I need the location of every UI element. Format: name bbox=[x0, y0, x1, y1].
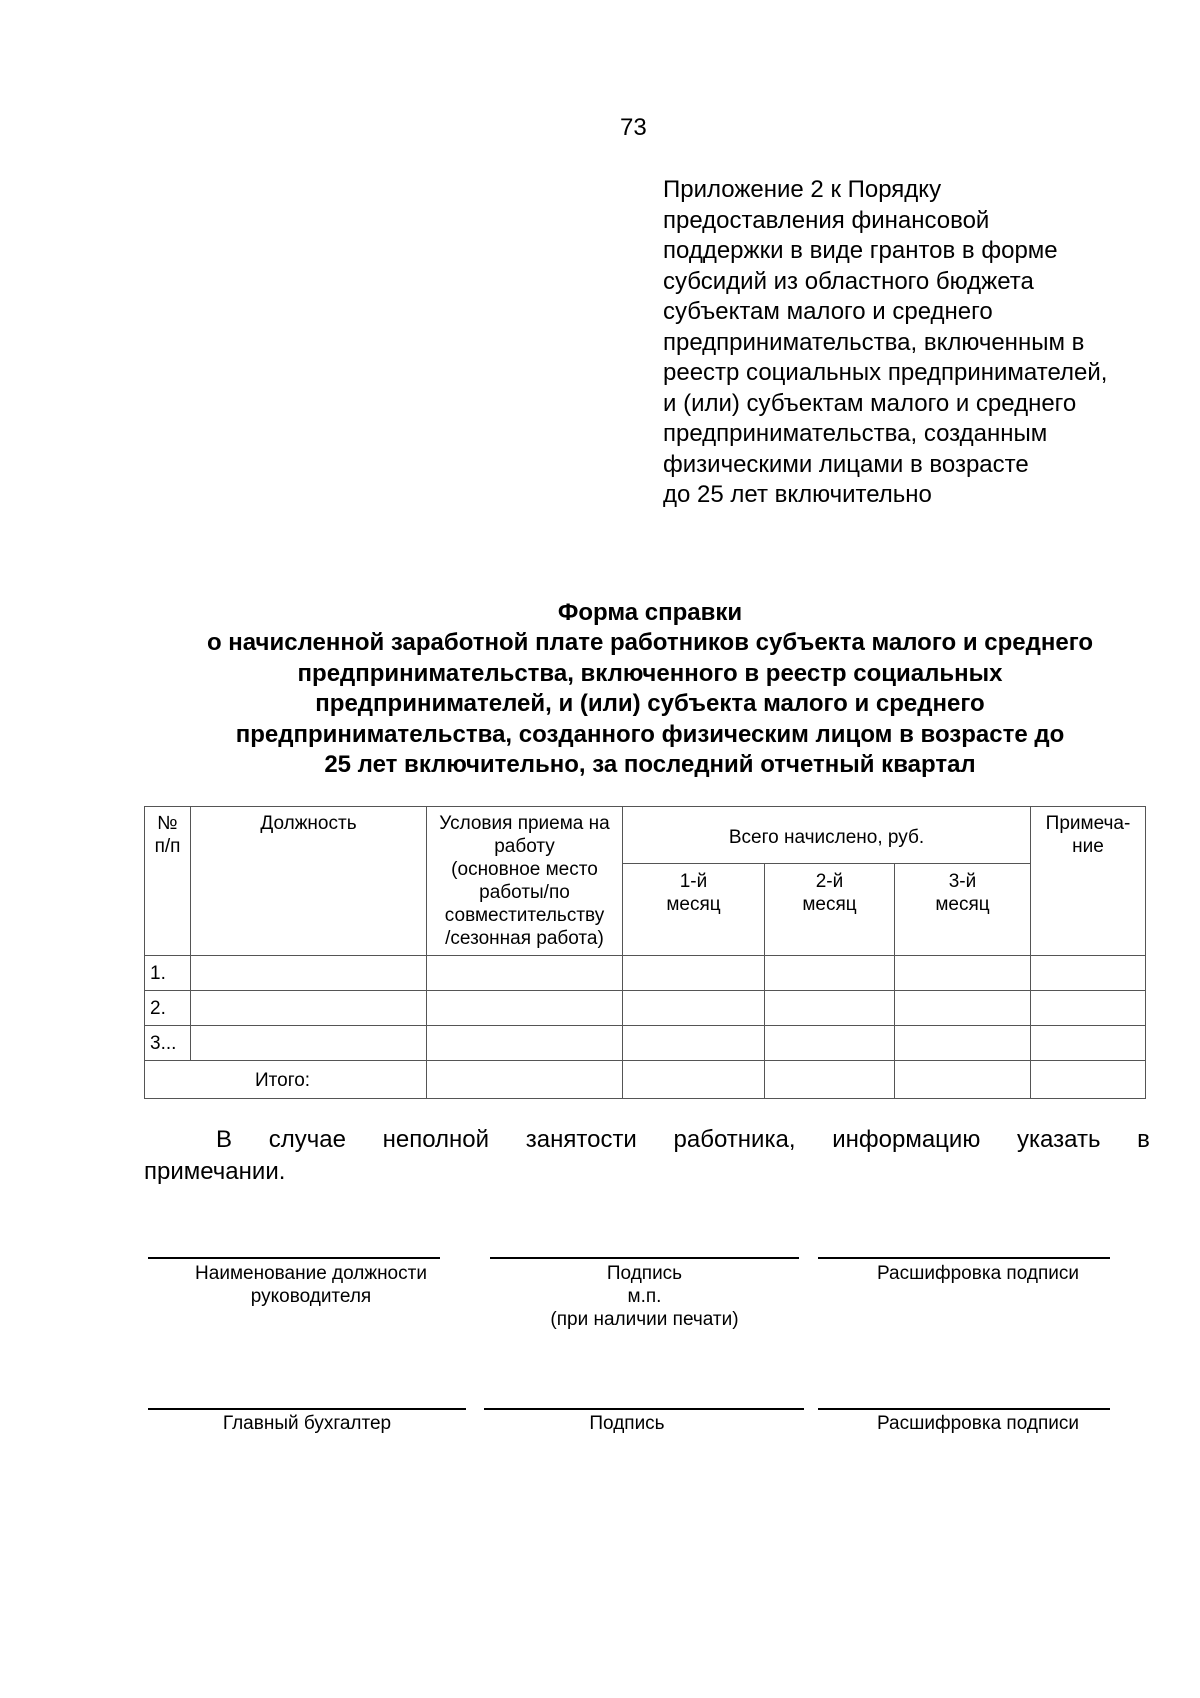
table-cell bbox=[623, 1061, 765, 1099]
table-cell bbox=[427, 1026, 623, 1061]
head-decoding-label: Расшифровка подписи bbox=[877, 1263, 1079, 1284]
header-note: Примеча- ние bbox=[1031, 807, 1146, 956]
table-row bbox=[145, 1026, 1146, 1061]
appendix-line: и (или) субъектам малого и среднего bbox=[663, 389, 1077, 417]
position-signature-line bbox=[148, 1257, 440, 1259]
note-word: случае bbox=[268, 1126, 346, 1153]
accountant-decoding-label: Расшифровка подписи bbox=[877, 1413, 1079, 1434]
table-cell bbox=[1031, 1026, 1146, 1061]
header-conditions: Условия приема на работу (основное место работы/по совместительству /сезонная работа) bbox=[427, 807, 623, 956]
accountant-position-line bbox=[148, 1408, 466, 1410]
table-cell bbox=[765, 1026, 895, 1061]
appendix-line: предоставления финансовой bbox=[663, 206, 990, 234]
partial-employment-note bbox=[144, 1124, 1150, 1188]
accountant-signature-label: Подпись bbox=[589, 1413, 665, 1434]
table-cell bbox=[895, 1026, 1031, 1061]
accountant-signature-line bbox=[484, 1408, 804, 1410]
page-number: 73 bbox=[620, 114, 647, 141]
appendix-line: реестр социальных предпринимателей, bbox=[663, 359, 1108, 386]
note-word: в bbox=[1137, 1126, 1150, 1153]
header-position: Должность bbox=[191, 807, 427, 956]
decoding-signature-line bbox=[818, 1257, 1110, 1259]
appendix-line: физическими лицами в возрасте bbox=[663, 450, 1029, 478]
header-total: Всего начислено, руб. bbox=[623, 807, 1031, 864]
table-cell bbox=[623, 991, 765, 1026]
table-cell bbox=[623, 1026, 765, 1061]
salary-table bbox=[144, 806, 1146, 1099]
note-line-1 bbox=[144, 1124, 1150, 1156]
header-month-3: 3-й месяц bbox=[895, 864, 1031, 956]
table-cell bbox=[895, 956, 1031, 991]
table-cell bbox=[191, 991, 427, 1026]
appendix-line: предпринимательства, созданным bbox=[663, 420, 1048, 447]
table-cell bbox=[765, 1061, 895, 1099]
note-word: информацию bbox=[832, 1126, 981, 1153]
note-word: работника, bbox=[673, 1126, 796, 1153]
head-signature-label: Подпись м.п. (при наличии печати) bbox=[550, 1263, 739, 1330]
appendix-line: Приложение 2 к Порядку bbox=[663, 176, 942, 203]
head-position-label: Наименование должности руководителя bbox=[195, 1263, 427, 1307]
table-cell bbox=[427, 956, 623, 991]
note-line-2: примечании. bbox=[144, 1158, 286, 1185]
header-month-1: 1-й месяц bbox=[623, 864, 765, 956]
title-line: предпринимателей, и (или) субъекта малого и среднего bbox=[315, 690, 985, 718]
appendix-line: поддержки в виде грантов в форме bbox=[663, 237, 1058, 264]
accountant-label: Главный бухгалтер bbox=[222, 1413, 392, 1434]
row-number: 1. bbox=[145, 956, 191, 991]
table-cell bbox=[765, 991, 895, 1026]
table-cell bbox=[427, 991, 623, 1026]
appendix-note bbox=[663, 175, 1183, 511]
table-cell bbox=[427, 1061, 623, 1099]
appendix-line: субъектам малого и среднего bbox=[663, 298, 993, 325]
note-word: занятости bbox=[525, 1126, 637, 1153]
appendix-line: субсидий из областного бюджета bbox=[663, 267, 1034, 295]
appendix-line: до 25 лет включительно bbox=[663, 481, 932, 508]
signature-line bbox=[490, 1257, 799, 1259]
table-cell bbox=[1031, 1061, 1146, 1099]
title-line: Форма справки bbox=[557, 599, 743, 626]
note-word: В bbox=[216, 1126, 233, 1153]
table-cell bbox=[1031, 991, 1146, 1026]
table-cell bbox=[191, 956, 427, 991]
table-cell bbox=[623, 956, 765, 991]
row-number: 2. bbox=[145, 991, 191, 1026]
table-row bbox=[145, 991, 1146, 1026]
title-line: 25 лет включительно, за последний отчетный квартал bbox=[324, 751, 976, 779]
table-cell bbox=[765, 956, 895, 991]
table-cell bbox=[895, 991, 1031, 1026]
header-month-2: 2-й месяц bbox=[765, 864, 895, 956]
form-title bbox=[140, 598, 1160, 780]
note-word: указать bbox=[1017, 1126, 1101, 1153]
table-row bbox=[145, 956, 1146, 991]
title-line: о начисленной заработной плате работников субъекта малого и среднего bbox=[206, 629, 1094, 657]
appendix-line: предпринимательства, включенным в bbox=[663, 328, 1085, 356]
title-line: предпринимательства, включенного в реестр социальных bbox=[297, 659, 1003, 687]
table-cell bbox=[1031, 956, 1146, 991]
row-number: 3... bbox=[145, 1026, 191, 1061]
note-word: неполной bbox=[382, 1126, 490, 1153]
title-line: предпринимательства, созданного физическим лицом в возрасте до bbox=[235, 720, 1065, 748]
header-num: № п/п bbox=[145, 807, 191, 956]
total-label: Итого: bbox=[145, 1061, 427, 1099]
accountant-decoding-line bbox=[818, 1408, 1110, 1410]
table-total-row bbox=[145, 1061, 1146, 1099]
table-cell bbox=[191, 1026, 427, 1061]
table-cell bbox=[895, 1061, 1031, 1099]
